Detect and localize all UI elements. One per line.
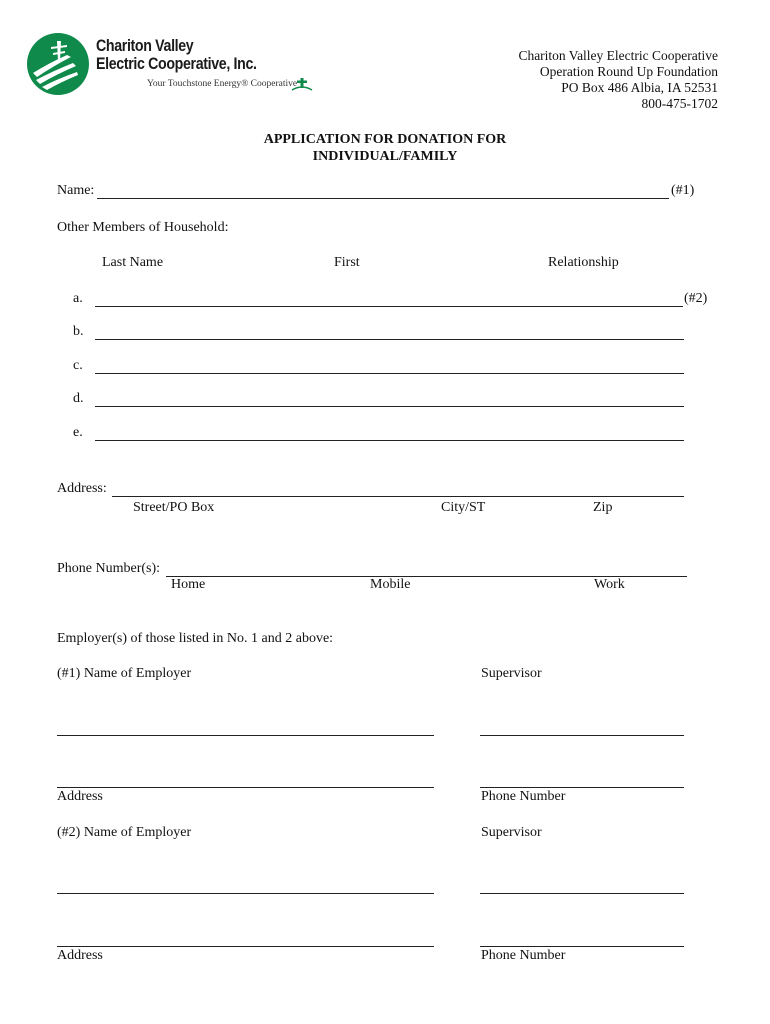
org-line2: Operation Round Up Foundation	[539, 64, 718, 79]
row-letter: a.	[73, 291, 83, 306]
employers-label: Employer(s) of those listed in No. 1 and 2 above:	[57, 631, 334, 646]
logo-tagline: Your Touchstone Energy® Cooperative	[147, 79, 298, 89]
employer2-address-label: Address	[57, 948, 103, 963]
employer2-name-input-line[interactable]	[57, 893, 434, 894]
employer2-supervisor-label: Supervisor	[481, 825, 542, 840]
org-line4: 800-475-1702	[641, 96, 718, 111]
name-label: Name:	[57, 183, 95, 198]
form-title-line1: APPLICATION FOR DONATION FOR	[263, 132, 507, 147]
row-letter: c.	[73, 358, 83, 373]
employer2-address-input-line[interactable]	[57, 946, 434, 947]
household-input-line[interactable]	[95, 440, 684, 441]
household-input-line[interactable]	[95, 339, 684, 340]
logo-name-line2: Electric Cooperative, Inc.	[96, 55, 257, 73]
form-title-line2: INDIVIDUAL/FAMILY	[312, 149, 458, 164]
phone-sub-mobile: Mobile	[370, 577, 411, 592]
employer1-name-label: (#1) Name of Employer	[57, 666, 192, 681]
household-input-line[interactable]	[95, 306, 683, 307]
phone-sub-home: Home	[171, 577, 206, 592]
column-first: First	[334, 255, 360, 270]
household-label: Other Members of Household:	[57, 220, 229, 235]
org-line3: PO Box 486 Albia, IA 52531	[561, 80, 718, 95]
row-letter: d.	[73, 391, 84, 406]
employer2-name-label: (#2) Name of Employer	[57, 825, 192, 840]
org-line1: Chariton Valley Electric Cooperative	[518, 48, 718, 63]
employer2-phone-input-line[interactable]	[480, 946, 684, 947]
employer2-phone-label: Phone Number	[481, 948, 566, 963]
employer1-supervisor-label: Supervisor	[481, 666, 542, 681]
address-sub-city: City/ST	[441, 500, 486, 515]
row-letter: e.	[73, 425, 83, 440]
row-suffix: (#2)	[684, 291, 708, 306]
employer1-phone-input-line[interactable]	[480, 787, 684, 788]
column-relationship: Relationship	[548, 255, 619, 270]
address-label: Address:	[57, 481, 107, 496]
org-address-block	[518, 48, 718, 112]
household-input-line[interactable]	[95, 406, 684, 407]
employer1-phone-label: Phone Number	[481, 789, 566, 804]
address-input-line[interactable]	[112, 496, 684, 497]
employer1-address-input-line[interactable]	[57, 787, 434, 788]
employer2-supervisor-input-line[interactable]	[480, 893, 684, 894]
address-sub-zip: Zip	[593, 500, 613, 515]
phone-sub-work: Work	[594, 577, 625, 592]
phone-label: Phone Number(s):	[57, 561, 161, 576]
address-sub-street: Street/PO Box	[133, 500, 215, 515]
cooperative-logo-icon	[27, 33, 89, 95]
name-input-line[interactable]	[97, 198, 669, 199]
touchstone-energy-icon	[290, 76, 314, 92]
row-letter: b.	[73, 324, 84, 339]
employer1-supervisor-input-line[interactable]	[480, 735, 684, 736]
name-suffix: (#1)	[671, 183, 695, 198]
employer1-address-label: Address	[57, 789, 103, 804]
household-input-line[interactable]	[95, 373, 684, 374]
column-last-name: Last Name	[102, 255, 164, 270]
logo-name-line1: Chariton Valley	[96, 37, 194, 55]
employer1-name-input-line[interactable]	[57, 735, 434, 736]
